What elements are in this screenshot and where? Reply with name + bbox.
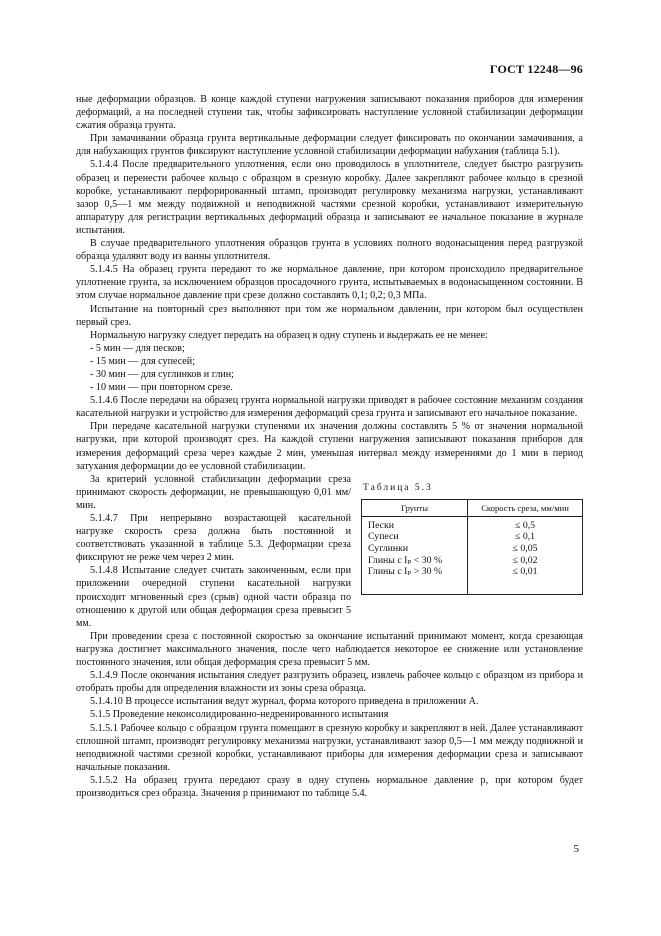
paragraph: 5.1.4.7 При непрерывно возрастающей касательной нагрузке скорость среза должна быть постоянной и соответствовать указанной в таблице 5.3. Деформации среза фиксируют не реже чем через 2 мин. (76, 513, 351, 564)
list-item: - 10 мин — при повторном срезе. (76, 381, 583, 394)
float-text-column (76, 473, 351, 630)
table-cell-speed: ≤ 0,1 (515, 531, 536, 543)
paragraph: 5.1.4.5 На образец грунта передают то же нормальное давление, при котором происходило предварительное уплотнение грунта, за исключением образцов просадочного грунта, испытываемых в водонасыщенном состоянии. В этом случае нормальное давление при срезе должно составлять 0,1; 0,2; 0,3 МПа. (76, 264, 583, 302)
table-5-3-block (361, 473, 583, 630)
paragraph: За критерий условной стабилизации деформации среза принимают скорость деформации, не превышающую 0,01 мм/мин. (76, 473, 351, 511)
paragraph: 5.1.4.9 После окончания испытания следует разгрузить образец, извлечь рабочее кольцо с образцом из прибора и отобрать пробы для определения влажности из зоны среза образца. (76, 670, 583, 695)
table-row (362, 566, 583, 594)
paragraph: 5.1.4.4 После предварительного уплотнения, если оно проводилось в уплотнителе, следует быстро разгрузить образец и перенести рабочее кольцо с образцом в срезную коробку. Далее закрепляют рабочее кольцо в срезной коробке, устанавливают перфорированный штамп, производят регулировку механизма нагрузки, устанавливают зазор 0,5—1 мм между подвижной и неподвижной частями срезной коробки, устанавливают измерительную аппаратуру для регистрации вертикальных деформаций образца и записывают ее начальное показание в журнале испытания. (76, 159, 583, 236)
table-row (362, 516, 583, 531)
paragraph: При передаче касательной нагрузки ступенями их значения должны составлять 5 % от значения нормальной нагрузки, при которой производят срез. На каждой ступени нагружения записывают показания приборов для измерения деформаций среза через каждые 2 мин, уменьшая интервал между измерениями до 1 мин в период затухания деформации до ее условной стабилизации. (76, 421, 583, 472)
paragraph: При проведении среза с постоянной скоростью за окончание испытаний принимают момент, когда срезающая нагрузка достигнет максимального значения, после чего наблюдается некоторое ее снижение или установление постоянного значения, или общая деформация среза превысит 5 мм. (76, 630, 583, 669)
table-cell-soil: Супеси (362, 531, 468, 543)
paragraph: В случае предварительного уплотнения образцов грунта в условиях полного водонасыщения перед разгрузкой образца удаляют воду из ванны уплотнителя. (76, 238, 583, 263)
table-cell-soil: Глины с Iₚ < 30 % (362, 555, 468, 567)
table-row (362, 555, 583, 567)
table-cell-soil: Глины с Iₚ > 30 % (362, 566, 468, 594)
paragraph: 5.1.5.1 Рабочее кольцо с образцом грунта помещают в срезную коробку и закрепляют в ней. Далее устанавливают сплошной штамп, производят регулировку механизма нагрузки, устанавливают зазор 0,5—1 мм между подвижной и неподвижной частями срезной коробки, устанавливают приборы для измерения деформации среза и записывают начальные показания. (76, 722, 583, 773)
paragraph: 5.1.4.8 Испытание следует считать законченным, если при приложении очередной ступени касательной нагрузки происходит мгновенный срез (срыв) одной части образца по отношению к другой или общая деформация среза превысит 5 мм. (76, 565, 351, 629)
text-with-table (76, 473, 583, 630)
paragraph: Нормальную нагрузку следует передать на образец в одну ступень и выдержать ее не менее: (90, 329, 488, 341)
table-header-speed: Скорость среза, мм/мин (468, 499, 583, 516)
body-text (76, 93, 583, 800)
section-heading: 5.1.5 Проведение неконсолидированно-недренированного испытания (90, 709, 389, 721)
table-cell-speed: ≤ 0,05 (512, 543, 538, 554)
table-row (362, 543, 583, 555)
paragraph: 5.1.4.6 После передачи на образец грунта нормальной нагрузки приводят в рабочее состояние механизм создания касательной нагрузки и устройство для измерения деформаций среза грунта и записывают его начальное показание. (76, 395, 583, 420)
list-item: - 30 мин — для суглинков и глин; (76, 368, 583, 381)
table-caption: Таблица 5.3 (363, 482, 433, 493)
table-cell-soil: Пески (362, 516, 468, 531)
paragraph: 5.1.4.10 В процессе испытания ведут журнал, форма которого приведена в приложении А. (90, 696, 479, 708)
list-item: - 15 мин — для супесей; (76, 355, 583, 368)
table-cell-speed: ≤ 0,01 (512, 566, 538, 578)
list-item: - 5 мин — для песков; (76, 342, 583, 355)
document-code-header: ГОСТ 12248—96 (489, 62, 583, 76)
paragraph: ные деформации образцов. В конце каждой ступени нагружения записывают показания приборов для измерения деформаций, а на последней ступени так, чтобы зафиксировать наступление условной стабилизации деформации сжатия образца грунта. (76, 94, 583, 132)
table-cell-speed: ≤ 0,02 (512, 554, 538, 566)
paragraph: При замачивании образца грунта вертикальные деформации следует фиксировать по окончании замачивания, а для набухающих грунтов фиксируют наступление условной стабилизации деформации набухания (таблица 5.1). (76, 133, 583, 158)
table-cell-speed: ≤ 0,5 (515, 519, 536, 531)
table-row (362, 531, 583, 543)
paragraph: 5.1.5.2 На образец грунта передают сразу в одну ступень нормальное давление p, при котором будет производиться срез образца. Значения p принимают по таблице 5.4. (76, 774, 583, 799)
page-number: 5 (573, 843, 579, 855)
table-cell-soil: Суглинки (362, 543, 468, 555)
shear-speed-table (361, 499, 583, 595)
hold-times-list (76, 342, 583, 394)
paragraph: Испытание на повторный срез выполняют при том же нормальном давлении, при котором был осуществлен первый срез. (76, 303, 583, 328)
table-header-soils: Грунты (362, 499, 468, 516)
